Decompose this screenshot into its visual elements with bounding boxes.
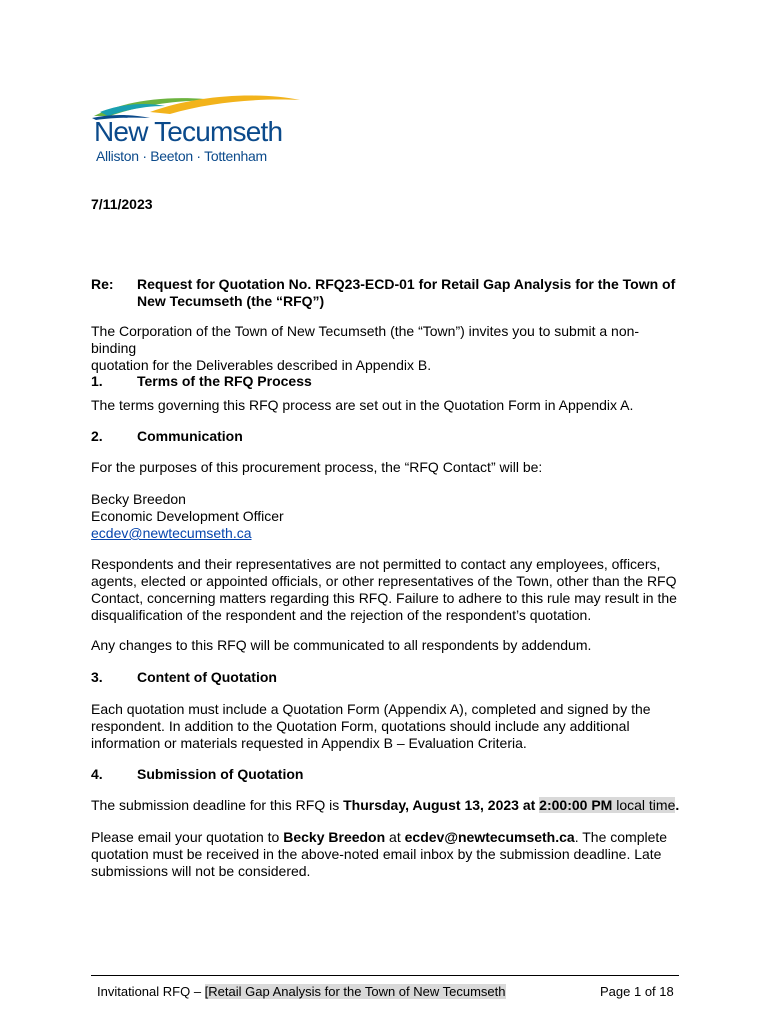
content-line-1: Each quotation must include a Quotation Form (Appendix A), completed and signed by the [91, 701, 651, 717]
submission-paragraph [91, 829, 680, 880]
letter-date: 7/11/2023 [91, 196, 153, 212]
contact-restriction-paragraph [91, 556, 680, 624]
rfq-contact-block [91, 491, 680, 542]
intro-line-1: The Corporation of the Town of New Tecumseth (the “Town”) invites you to submit a non-binding [91, 323, 640, 356]
section-4-title: Submission of Quotation [137, 766, 304, 782]
restriction-line-4: disqualification of the respondent and the rejection of the respondent’s quotation. [91, 607, 592, 623]
page-number: Page 1 of 18 [600, 984, 674, 999]
re-line-2: New Tecumseth (the “RFQ”) [137, 293, 325, 309]
footer-divider [91, 975, 679, 976]
town-logo [90, 92, 302, 168]
contact-title: Economic Development Officer [91, 508, 284, 524]
deadline-date: Thursday, August 13, 2023 at [343, 797, 540, 813]
contact-name: Becky Breedon [91, 491, 186, 507]
deadline-period: . [675, 797, 680, 813]
logo-name: New Tecumseth [94, 116, 283, 147]
footer-prefix: Invitational RFQ – [97, 984, 205, 999]
email-prefix: Please email your quotation to [91, 829, 284, 845]
email-address: ecdev@newtecumseth.ca [404, 829, 575, 845]
intro-line-2: quotation for the Deliverables described in Appendix B. [91, 357, 432, 373]
email-name: Becky Breedon [283, 829, 386, 845]
changes-paragraph: Any changes to this RFQ will be communicated to all respondents by addendum. [91, 637, 592, 653]
email-rest: . The complete [574, 829, 668, 845]
deadline-paragraph [91, 797, 680, 814]
content-line-2: respondent. In addition to the Quotation Form, quotations should include any additional [91, 718, 630, 734]
restriction-line-2: agents, elected or appointed officials, or other representatives of the Town, other than the RFQ [91, 573, 677, 589]
section-2-body: For the purposes of this procurement process, the “RFQ Contact” will be: [91, 459, 543, 475]
re-line-1: Request for Quotation No. RFQ23-ECD-01 for Retail Gap Analysis for the Town of [137, 276, 676, 292]
footer-highlight: [Retail Gap Analysis for the Town of New Tecumseth [204, 984, 506, 999]
section-2-number: 2. [91, 428, 103, 444]
section-4-number: 4. [91, 766, 103, 782]
section-3-paragraph [91, 701, 680, 752]
section-1-body: The terms governing this RFQ process are set out in the Quotation Form in Appendix A. [91, 397, 634, 413]
re-label: Re: [91, 276, 114, 292]
section-2-title: Communication [137, 428, 243, 444]
restriction-line-1: Respondents and their representatives are not permitted to contact any employees, officers, [91, 556, 661, 572]
content-line-3: information or materials requested in Appendix B – Evaluation Criteria. [91, 735, 527, 751]
deadline-suffix: local time [612, 797, 676, 813]
contact-email-link[interactable]: ecdev@newtecumseth.ca [91, 525, 252, 541]
section-3-number: 3. [91, 669, 103, 685]
footer-title [97, 984, 506, 999]
re-subject [137, 276, 680, 310]
section-3-title: Content of Quotation [137, 669, 277, 685]
deadline-time: 2:00:00 PM [539, 797, 613, 813]
submission-line-3: submissions will not be considered. [91, 863, 311, 879]
section-1-title: Terms of the RFQ Process [137, 373, 312, 389]
submission-line-2: quotation must be received in the above-noted email inbox by the submission deadline. Late [91, 846, 662, 862]
email-mid: at [385, 829, 405, 845]
logo-subtitle: Alliston · Beeton · Tottenham [96, 148, 267, 164]
deadline-prefix: The submission deadline for this RFQ is [91, 797, 344, 813]
restriction-line-3: Contact, concerning matters regarding this RFQ. Failure to adhere to this rule may result in the [91, 590, 677, 606]
intro-paragraph [91, 323, 680, 374]
section-1-number: 1. [91, 373, 103, 389]
